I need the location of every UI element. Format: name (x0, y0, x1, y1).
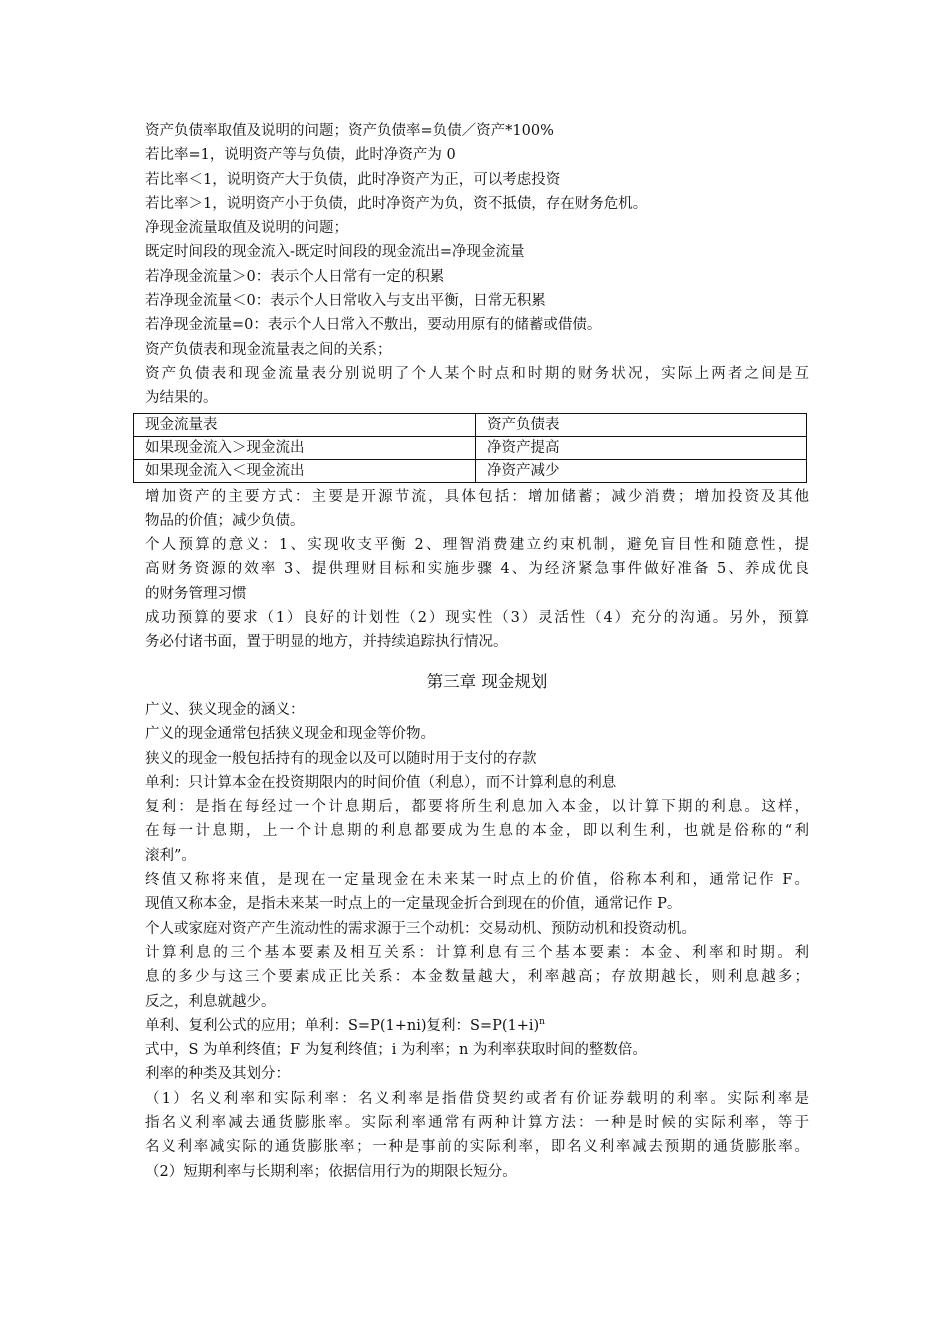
nominal-real-rate-line2: 指名义利率减去通货膨胀率。实际利率通常有两种计算方法：一种是时候的实际利率，等于 (145, 1114, 809, 1131)
table-cell: 如果现金流入＞现金流出 (134, 436, 476, 459)
table-header-cell: 现金流量表 (134, 413, 476, 436)
broad-cash-line: 广义的现金通常包括狭义现金和现金等价物。 (145, 726, 435, 743)
narrow-cash-line: 狭义的现金一般包括持有的现金以及可以随时用于支付的存款 (145, 750, 537, 767)
relationship-text-line2: 为结果的。 (145, 390, 218, 407)
interest-elements-line3: 反之，利息就越少。 (145, 993, 276, 1010)
cashflow-positive-line: 若净现金流量＞0：表示个人日常有一定的积累 (145, 268, 445, 285)
ratio-greater-line: 若比率＞1，说明资产小于负债，此时净资产为负，资不抵债，存在财务危机。 (145, 195, 648, 212)
budget-requirements-line1: 成功预算的要求（1）良好的计划性（2）现实性（3）灵活性（4）充分的沟通。另外，预算 (145, 610, 809, 627)
chapter-title: 第三章 现金规划 (426, 671, 548, 691)
debt-ratio-heading: 资产负债率取值及说明的问题；资产负债率=负债／资产*100% (145, 123, 554, 139)
relationship-text-line1: 资产负债表和现金流量表分别说明了个人某个时点和时期的财务状况，实际上两者之间是互 (145, 365, 809, 382)
formula-legend-line: 式中，S 为单利终值；F 为复利终值；i 为利率；n 为利率获取时间的整数倍。 (145, 1042, 647, 1059)
budget-requirements-line2: 务必付诸书面，置于明显的地方，并持续追踪执行情况。 (145, 634, 508, 651)
table-cell: 净资产提高 (476, 436, 807, 459)
table-header-row (134, 413, 807, 436)
increase-assets-line2: 物品的价值；减少负债。 (145, 512, 305, 529)
relationship-heading: 资产负债表和现金流量表之间的关系； (145, 341, 392, 358)
budget-meaning-line3: 的财务管理习惯 (145, 585, 247, 602)
interest-formula-text: 单利、复利公式的应用；单利：S=P(1+ni)复利：S=P(1+i) (145, 1017, 540, 1034)
nominal-real-rate-line1: （1）名义利率和实际利率：名义利率是指借贷契约或者有价证券载明的利率。实际利率是 (145, 1090, 809, 1107)
compound-interest-line2: 在每一计息期，上一个计息期的利息都要成为生息的本金，即以利生利，也就是俗称的“利 (145, 823, 809, 840)
cash-definition-heading: 广义、狭义现金的涵义： (145, 701, 305, 718)
budget-meaning-line1: 个人预算的意义：1、实现收支平衡 2、理智消费建立约束机制，避免盲目性和随意性，提 (145, 537, 809, 554)
budget-meaning-line2: 高财务资源的效率 3、提供理财目标和实施步骤 4、为经济紧急事件做好准备 5、养成优良 (145, 561, 809, 578)
compound-interest-line1: 复利：是指在每经过一个计息期后，都要将所生利息加入本金，以计算下期的利息。这样， (145, 799, 809, 816)
interest-elements-line2: 息的多少与这三个要素成正比关系：本金数量越大，利率越高；存放期越长，则利息越多； (145, 969, 809, 986)
table-header-cell: 资产负债表 (476, 413, 807, 436)
cashflow-negative-line: 若净现金流量＜0：表示个人日常收入与支出平衡，日常无积累 (145, 293, 546, 310)
table-row (134, 436, 807, 459)
interest-elements-line1: 计算利息的三个基本要素及相互关系：计算利息有三个基本要素：本金、利率和时期。利 (145, 944, 809, 961)
net-cashflow-heading: 净现金流量取值及说明的问题； (145, 220, 348, 237)
statement-table (133, 413, 807, 483)
increase-assets-line1: 增加资产的主要方式：主要是开源节流，具体包括：增加储蓄；减少消费；增加投资及其他 (145, 488, 809, 505)
compound-interest-line3: 滚利”。 (145, 847, 196, 864)
exponent-n: n (539, 1016, 545, 1027)
table-cell: 净资产减少 (476, 459, 807, 482)
document-page (145, 119, 809, 1184)
future-value-line: 终值又称将来值，是现在一定量现金在未来某一时点上的价值，俗称本利和，通常记作 F。 (145, 872, 809, 889)
rate-types-heading: 利率的种类及其划分： (145, 1066, 290, 1083)
nominal-real-rate-line3: 名义利率减实际的通货膨胀率；一种是事前的实际利率，即名义利率减去预期的通货膨胀率。 (145, 1139, 809, 1156)
net-cashflow-formula: 既定时间段的现金流入-既定时间段的现金流出=净现金流量 (145, 244, 525, 261)
ratio-less-line: 若比率＜1，说明资产大于负债，此时净资产为正，可以考虑投资 (145, 171, 561, 188)
simple-interest-line: 单利：只计算本金在投资期限内的时间价值（利息），而不计算利息的利息 (145, 774, 617, 791)
present-value-line: 现值又称本金，是指未来某一时点上的一定量现金折合到现在的价值，通常记作 P。 (145, 896, 682, 913)
ratio-equal-line: 若比率=1，说明资产等与负债，此时净资产为 0 (145, 147, 456, 164)
interest-formula-line (145, 1014, 809, 1038)
cashflow-zero-line: 若净现金流量=0：表示个人日常入不敷出，要动用原有的储蓄或借债。 (145, 317, 602, 334)
table-cell: 如果现金流入＜现金流出 (134, 459, 476, 482)
liquidity-motives-line: 个人或家庭对资产产生流动性的需求源于三个动机：交易动机、预防动机和投资动机。 (145, 920, 696, 937)
table-row (134, 459, 807, 482)
short-long-rate-line: （2）短期利率与长期利率；依据信用行为的期限长短分。 (145, 1163, 517, 1180)
